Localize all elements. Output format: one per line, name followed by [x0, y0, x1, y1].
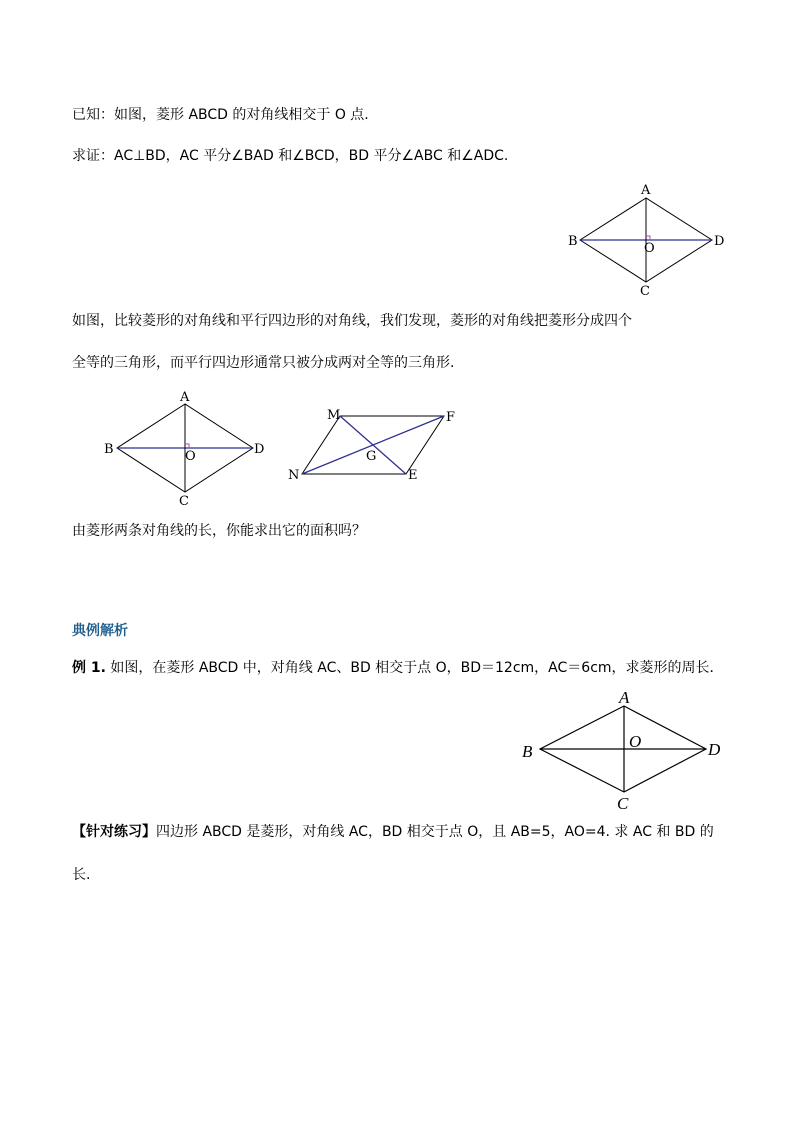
- label-e: E: [408, 468, 418, 483]
- label-a: A: [180, 390, 190, 405]
- figure-rhombus-1: [560, 182, 730, 302]
- label-m: M: [327, 408, 341, 423]
- example-1: [72, 659, 724, 677]
- diagonal-nf: [302, 416, 444, 474]
- label-f: F: [446, 410, 456, 425]
- label-d: D: [708, 740, 721, 759]
- practice-label: 【针对练习】: [72, 824, 156, 840]
- label-o: O: [644, 241, 655, 256]
- label-g: G: [366, 449, 377, 464]
- label-b: B: [568, 234, 578, 249]
- figure-parallelogram: [284, 402, 464, 486]
- prove-statement: 求证：AC⊥BD，AC 平分∠BAD 和∠BCD，BD 平分∠ABC 和∠ADC.: [72, 148, 509, 164]
- label-c: C: [617, 794, 629, 813]
- section-title: 典例解析: [72, 623, 128, 639]
- label-b: B: [104, 442, 114, 457]
- practice-line-2: 长.: [72, 867, 91, 883]
- area-question: 由菱形两条对角线的长，你能求出它的面积吗？: [72, 523, 366, 539]
- practice-text: 四边形 ABCD 是菱形，对角线 AC，BD 相交于点 O，且 AB=5，AO=4. 求 AC 和 BD 的: [156, 824, 714, 840]
- given-statement: 已知：如图，菱形 ABCD 的对角线相交于 O 点.: [72, 107, 369, 123]
- label-c: C: [179, 494, 189, 509]
- label-o: O: [185, 449, 196, 464]
- label-d: D: [714, 234, 725, 249]
- label-b: B: [522, 742, 533, 761]
- label-a: A: [619, 688, 630, 707]
- label-o: O: [629, 732, 642, 751]
- label-n: N: [288, 468, 300, 483]
- practice-1: [72, 823, 714, 841]
- label-c: C: [640, 284, 650, 299]
- example-text: 如图，在菱形 ABCD 中，对角线 AC、BD 相交于点 O，BD＝12cm，AC＝6cm，求菱形的周长．: [110, 660, 724, 676]
- compare-line-1: 如图，比较菱形的对角线和平行四边形的对角线，我们发现，菱形的对角线把菱形分成四个: [72, 313, 632, 329]
- figure-rhombus-2: [100, 386, 270, 508]
- label-a: A: [641, 183, 651, 198]
- label-d: D: [254, 442, 265, 457]
- example-label: 例 1.: [72, 660, 106, 676]
- compare-line-2: 全等的三角形，而平行四边形通常只被分成两对全等的三角形.: [72, 355, 455, 371]
- figure-rhombus-example: [516, 686, 736, 814]
